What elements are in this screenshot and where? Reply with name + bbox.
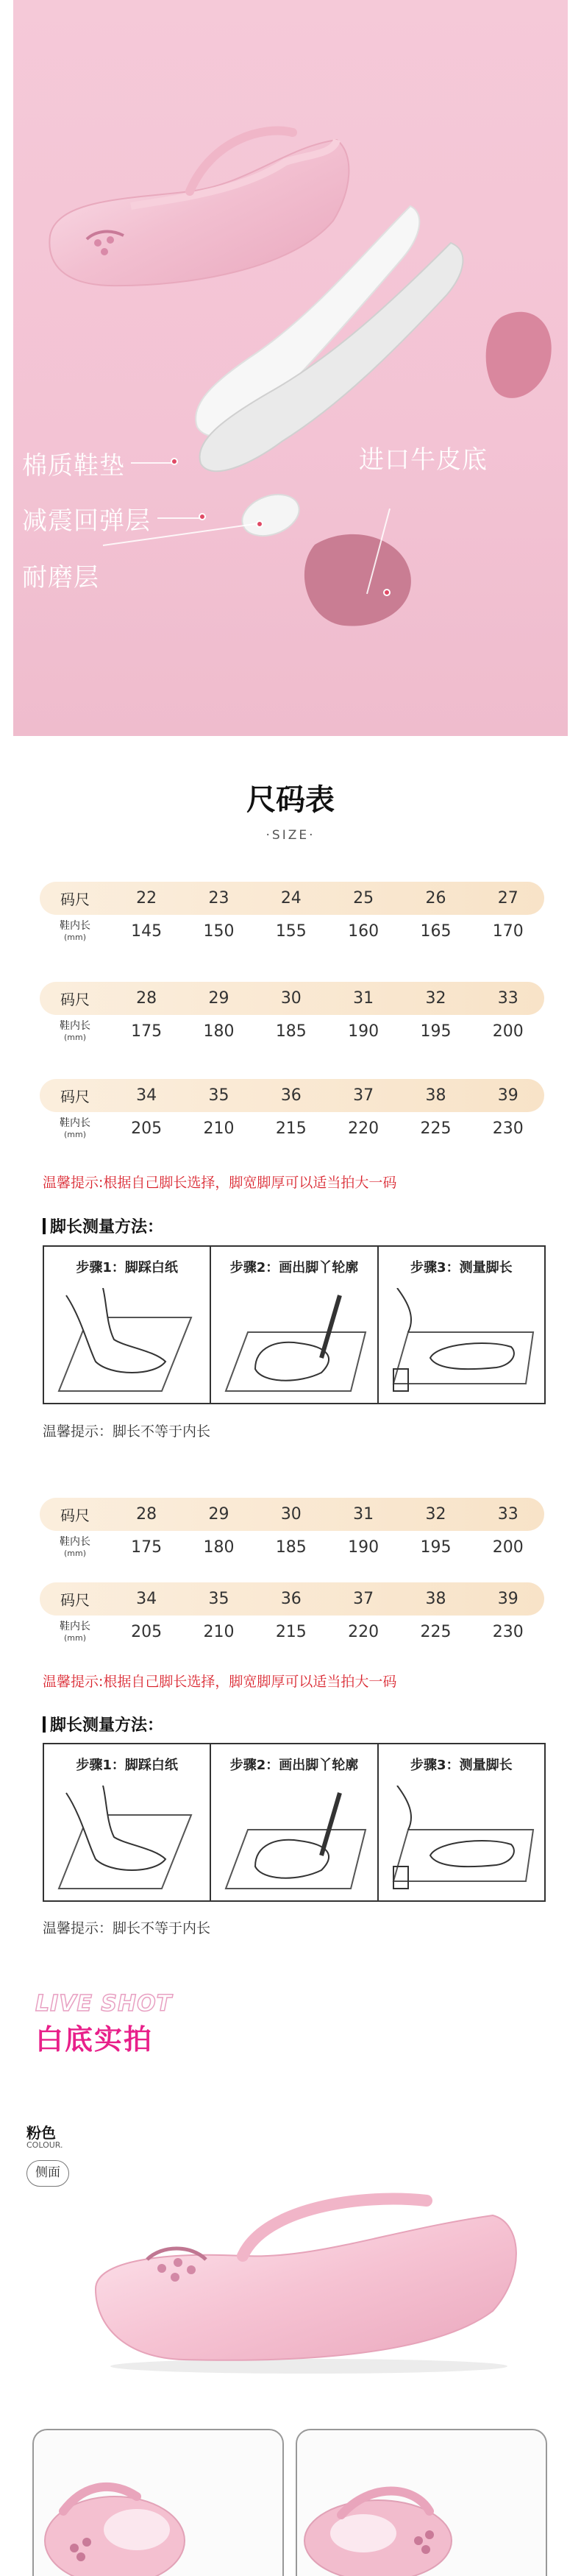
length-cell: 145 [131,922,163,941]
measure-step-1 [44,1744,211,1900]
leather-sole-front [480,302,561,412]
length-cell: 150 [203,922,235,941]
length-label-text: 鞋内长 [60,1535,90,1548]
size-cell: 26 [425,889,446,907]
size-cell: 37 [353,1086,374,1105]
length-label-unit: (mm) [63,1632,86,1643]
measure-step-2 [211,1744,378,1900]
length-cell: 185 [275,1538,307,1557]
length-cell: 155 [275,922,307,941]
size-cell: 39 [497,1086,518,1105]
size-tip: 温馨提示:根据自己脚长选择，脚宽脚厚可以适当拍大一码 [43,1175,397,1191]
length-label-unit: (mm) [63,932,86,942]
size-cell: 29 [208,989,229,1008]
length-cell: 220 [348,1623,379,1641]
detail-thumbnail[interactable] [32,2429,284,2576]
length-cell: 225 [420,1119,452,1138]
size-tip: 温馨提示:根据自己脚长选择，脚宽脚厚可以适当拍大一码 [43,1674,397,1690]
length-label-text: 鞋内长 [60,1117,90,1129]
leather-sole-heel [293,523,418,633]
layer-label-cushion: 减震回弹层 [22,506,151,536]
length-cell: 190 [348,1538,379,1557]
live-shot-title-en: LIVE SHOT [35,1991,173,2017]
size-cell: 33 [497,989,518,1008]
size-row-label: 码尺 [60,1591,90,1609]
size-cell: 25 [353,889,374,907]
length-cell: 215 [275,1623,307,1641]
size-cell: 29 [208,1505,229,1524]
size-cell: 30 [280,1505,302,1524]
length-label-text: 鞋内长 [60,919,90,932]
size-cell: 28 [136,1505,157,1524]
size-cell: 34 [136,1590,157,1608]
size-table [40,882,544,948]
length-label-unit: (mm) [63,1129,86,1139]
size-cell: 32 [425,989,446,1008]
size-cell: 28 [136,989,157,1008]
size-table [40,1498,544,1564]
size-row [40,982,544,1015]
size-row [40,1498,544,1531]
size-cell: 23 [208,889,229,907]
measure-step-1 [44,1247,211,1403]
leader-dot [199,513,206,520]
length-cell: 205 [131,1119,163,1138]
length-cell: 160 [348,922,379,941]
side-view-shoe-photo [81,2186,537,2377]
measure-method-title: 脚长测量方法： [43,1713,163,1735]
size-row-label: 码尺 [60,991,90,1008]
step-label: 步骤2：画出脚丫轮廓 [229,1260,359,1275]
step-label: 步骤2：画出脚丫轮廓 [229,1758,359,1773]
size-table [40,1079,544,1145]
measure-step-3 [379,1744,544,1900]
length-cell: 230 [492,1119,524,1138]
step-label: 步骤1：脚踩白纸 [76,1260,178,1275]
measure-steps [43,1245,546,1404]
length-cell: 195 [420,1538,452,1557]
size-row [40,1079,544,1112]
live-shot-title-cn: 白底实拍 [35,2023,154,2056]
shoe-detail-thumbnails [32,2429,547,2576]
measure-step-3 [379,1247,544,1403]
length-cell: 170 [492,922,524,941]
length-row-label [40,1621,110,1643]
length-row [40,915,544,948]
size-cell: 38 [425,1590,446,1608]
size-cell: 24 [280,889,302,907]
size-row-label: 码尺 [60,1088,90,1105]
measure-method-title: 脚长测量方法： [43,1214,163,1237]
size-cell: 34 [136,1086,157,1105]
size-cell: 32 [425,1505,446,1524]
leader-dot [383,589,391,596]
layer-diagram-hero [13,0,568,736]
size-row-label: 码尺 [60,891,90,908]
leader-line [157,517,202,519]
leader-dot [171,458,178,465]
length-cell: 190 [348,1022,379,1041]
length-row-label [40,921,110,943]
length-row-label [40,1537,110,1559]
size-table [40,1582,544,1649]
side-view-tag: 侧面 [26,2160,69,2187]
length-cell: 165 [420,922,452,941]
ruler-measure-icon [379,1288,545,1398]
size-cell: 27 [497,889,518,907]
size-cell: 35 [208,1086,229,1105]
measure-step-2 [211,1247,378,1403]
layer-label-leather: 进口牛皮底 [359,445,488,475]
size-row-label: 码尺 [60,1507,90,1524]
size-table [40,982,544,1048]
length-cell: 210 [203,1119,235,1138]
length-cell: 185 [275,1022,307,1041]
size-cell: 22 [136,889,157,907]
foot-on-paper-icon [44,1786,210,1896]
length-tip: 温馨提示：脚长不等于内长 [43,1920,211,1936]
length-cell: 175 [131,1022,163,1041]
measure-steps [43,1743,546,1902]
length-row [40,1531,544,1564]
draw-outline-icon [211,1288,377,1398]
length-cell: 180 [203,1538,235,1557]
color-name: 粉色 [26,2124,56,2142]
length-label-unit: (mm) [63,1548,86,1558]
length-row [40,1112,544,1145]
size-cell: 36 [280,1086,302,1105]
length-cell: 195 [420,1022,452,1041]
step-label: 步骤1：脚踩白纸 [76,1758,178,1773]
length-row [40,1616,544,1649]
length-row-label [40,1118,110,1140]
size-cell: 31 [353,989,374,1008]
size-cell: 30 [280,989,302,1008]
size-cell: 39 [497,1590,518,1608]
layer-label-wear: 耐磨层 [22,563,99,592]
size-cell: 33 [497,1505,518,1524]
length-cell: 215 [275,1119,307,1138]
pair-shoe-photo [297,2430,459,2576]
size-cell: 31 [353,1505,374,1524]
size-row [40,882,544,915]
leader-line [131,462,175,464]
layer-label-insole: 棉质鞋垫 [22,451,125,481]
length-tip: 温馨提示：脚长不等于内长 [43,1423,211,1440]
length-label-text: 鞋内长 [60,1019,90,1032]
foot-on-paper-icon [44,1288,210,1398]
step-label: 步骤3：测量脚长 [410,1758,513,1773]
leader-dot [256,520,263,528]
detail-thumbnail[interactable] [296,2429,547,2576]
size-chart-title: 尺码表 [246,783,335,817]
size-cell: 35 [208,1590,229,1608]
length-cell: 225 [420,1623,452,1641]
length-cell: 200 [492,1538,524,1557]
size-cell: 38 [425,1086,446,1105]
size-row [40,1582,544,1616]
length-cell: 205 [131,1623,163,1641]
size-cell: 36 [280,1590,302,1608]
length-cell: 210 [203,1623,235,1641]
color-label-en: COLOUR. [26,2140,63,2150]
size-chart-subtitle: ·SIZE· [265,828,316,843]
length-cell: 175 [131,1538,163,1557]
length-label-text: 鞋内长 [60,1620,90,1632]
length-label-unit: (mm) [63,1032,86,1042]
length-row-label [40,1021,110,1043]
ruler-measure-icon [379,1786,545,1896]
step-label: 步骤3：测量脚长 [410,1260,513,1275]
length-row [40,1015,544,1048]
length-cell: 230 [492,1623,524,1641]
size-cell: 37 [353,1590,374,1608]
length-cell: 200 [492,1022,524,1041]
top-view-shoe-photo [34,2430,196,2576]
length-cell: 220 [348,1119,379,1138]
length-cell: 180 [203,1022,235,1041]
draw-outline-icon [211,1786,377,1896]
